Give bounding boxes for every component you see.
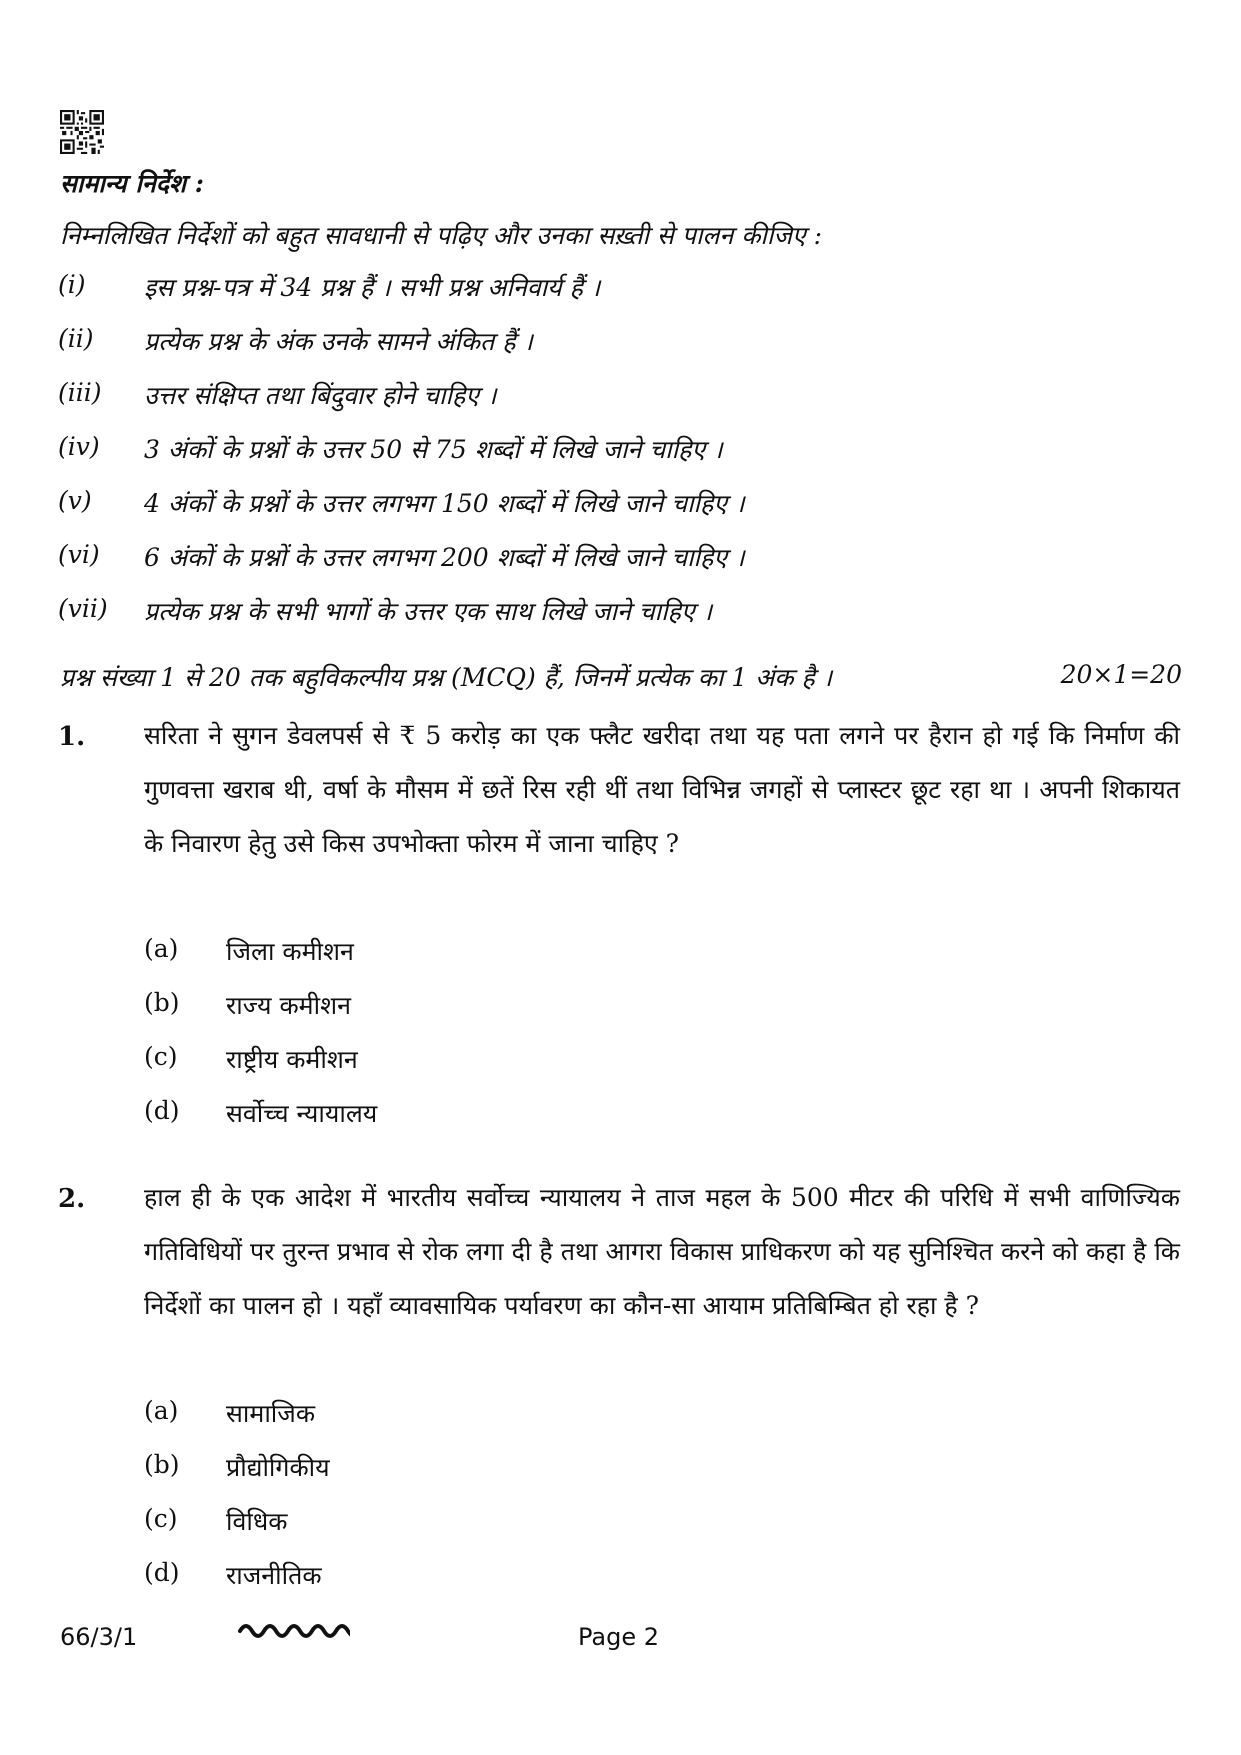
question-number: 2. [58,1184,86,1214]
option-label: (c) [144,1504,178,1533]
question-text: हाल ही के एक आदेश में भारतीय सर्वोच्च न्यायालय ने ताज महल के 500 मीटर की परिधि में सभी वाणिज्यिक गतिविधियों पर तुरन्त प्रभाव से रोक लगा दी है तथा आगरा विकास प्राधिकरण को यह सुनिश्चित करने को कहा है कि निर्देशों का पालन हो । यहाँ व्यावसायिक पर्यावरण का कौन-सा आयाम प्रतिबिम्बित हो रहा है ? [144,1183,1180,1320]
instruction-text: प्रत्येक प्रश्न के सभी भागों के उत्तर एक साथ लिखे जाने चाहिए । [144,597,713,626]
instruction-text: उत्तर संक्षिप्त तथा बिंदुवार होने चाहिए । [144,381,497,410]
general-instructions-intro: निम्नलिखित निर्देशों को बहुत सावधानी से पढ़िए और उनका सख़्ती से पालन कीजिए : [60,221,823,250]
option-text: जिला कमीशन [226,937,354,966]
paper-code: 66/3/1 [60,1623,138,1651]
option-text: सामाजिक [226,1399,316,1428]
option-text: राष्ट्रीय कमीशन [226,1045,358,1074]
option-label: (b) [144,988,180,1017]
option-label: (a) [144,934,179,963]
section-marks: 20×1=20 [1060,660,1182,689]
instruction-number: (vii) [58,594,108,623]
instruction-number: (i) [58,270,86,299]
instruction-text: प्रत्येक प्रश्न के अंक उनके सामने अंकित हैं । [144,327,533,356]
option-label: (d) [144,1096,180,1125]
mcq-section-note [60,660,1182,694]
option-text: राज्य कमीशन [226,991,351,1020]
question-number: 1. [58,722,86,752]
instruction-number: (ii) [58,324,94,353]
option-text: प्रौद्योगिकीय [226,1453,330,1482]
instruction-number: (v) [58,486,92,515]
option-text: सर्वोच्च न्यायालय [226,1099,378,1128]
page-number: Page 2 [578,1623,659,1651]
option-text: राजनीतिक [226,1561,322,1590]
option-label: (a) [144,1396,179,1425]
instruction-number: (iii) [58,378,102,407]
instruction-text: 6 अंकों के प्रश्नों के उत्तर लगभग 200 शब्दों में लिखे जाने चाहिए । [144,543,745,572]
general-instructions-heading: सामान्य निर्देश : [60,169,204,198]
mcq-note-text: प्रश्न संख्या 1 से 20 तक बहुविकल्पीय प्रश्न (MCQ) हैं, जिनमें प्रत्येक का 1 अंक है । [60,663,833,692]
instruction-text: 4 अंकों के प्रश्नों के उत्तर लगभग 150 शब्दों में लिखे जाने चाहिए । [144,489,745,518]
question-text: सरिता ने सुगन डेवलपर्स से ₹ 5 करोड़ का एक फ्लैट खरीदा तथा यह पता लगने पर हैरान हो गई कि निर्माण की गुणवत्ता खराब थी, वर्षा के मौसम में छतें रिस रही थीं तथा विभिन्न जगहों से प्लास्टर छूट रहा था । अपनी शिकायत के निवारण हेतु उसे किस उपभोक्ता फोरम में जाना चाहिए ? [144,721,1180,858]
wave-decoration-icon [238,1614,350,1642]
instruction-number: (iv) [58,432,100,461]
option-label: (d) [144,1558,180,1587]
option-label: (b) [144,1450,180,1479]
option-text: विधिक [226,1507,288,1536]
option-label: (c) [144,1042,178,1071]
qr-code [60,110,104,154]
instruction-text: 3 अंकों के प्रश्नों के उत्तर 50 से 75 शब्दों में लिखे जाने चाहिए । [144,435,723,464]
instruction-text: इस प्रश्न-पत्र में 34 प्रश्न हैं । सभी प्रश्न अनिवार्य हैं । [144,273,601,302]
instruction-number: (vi) [58,540,100,569]
